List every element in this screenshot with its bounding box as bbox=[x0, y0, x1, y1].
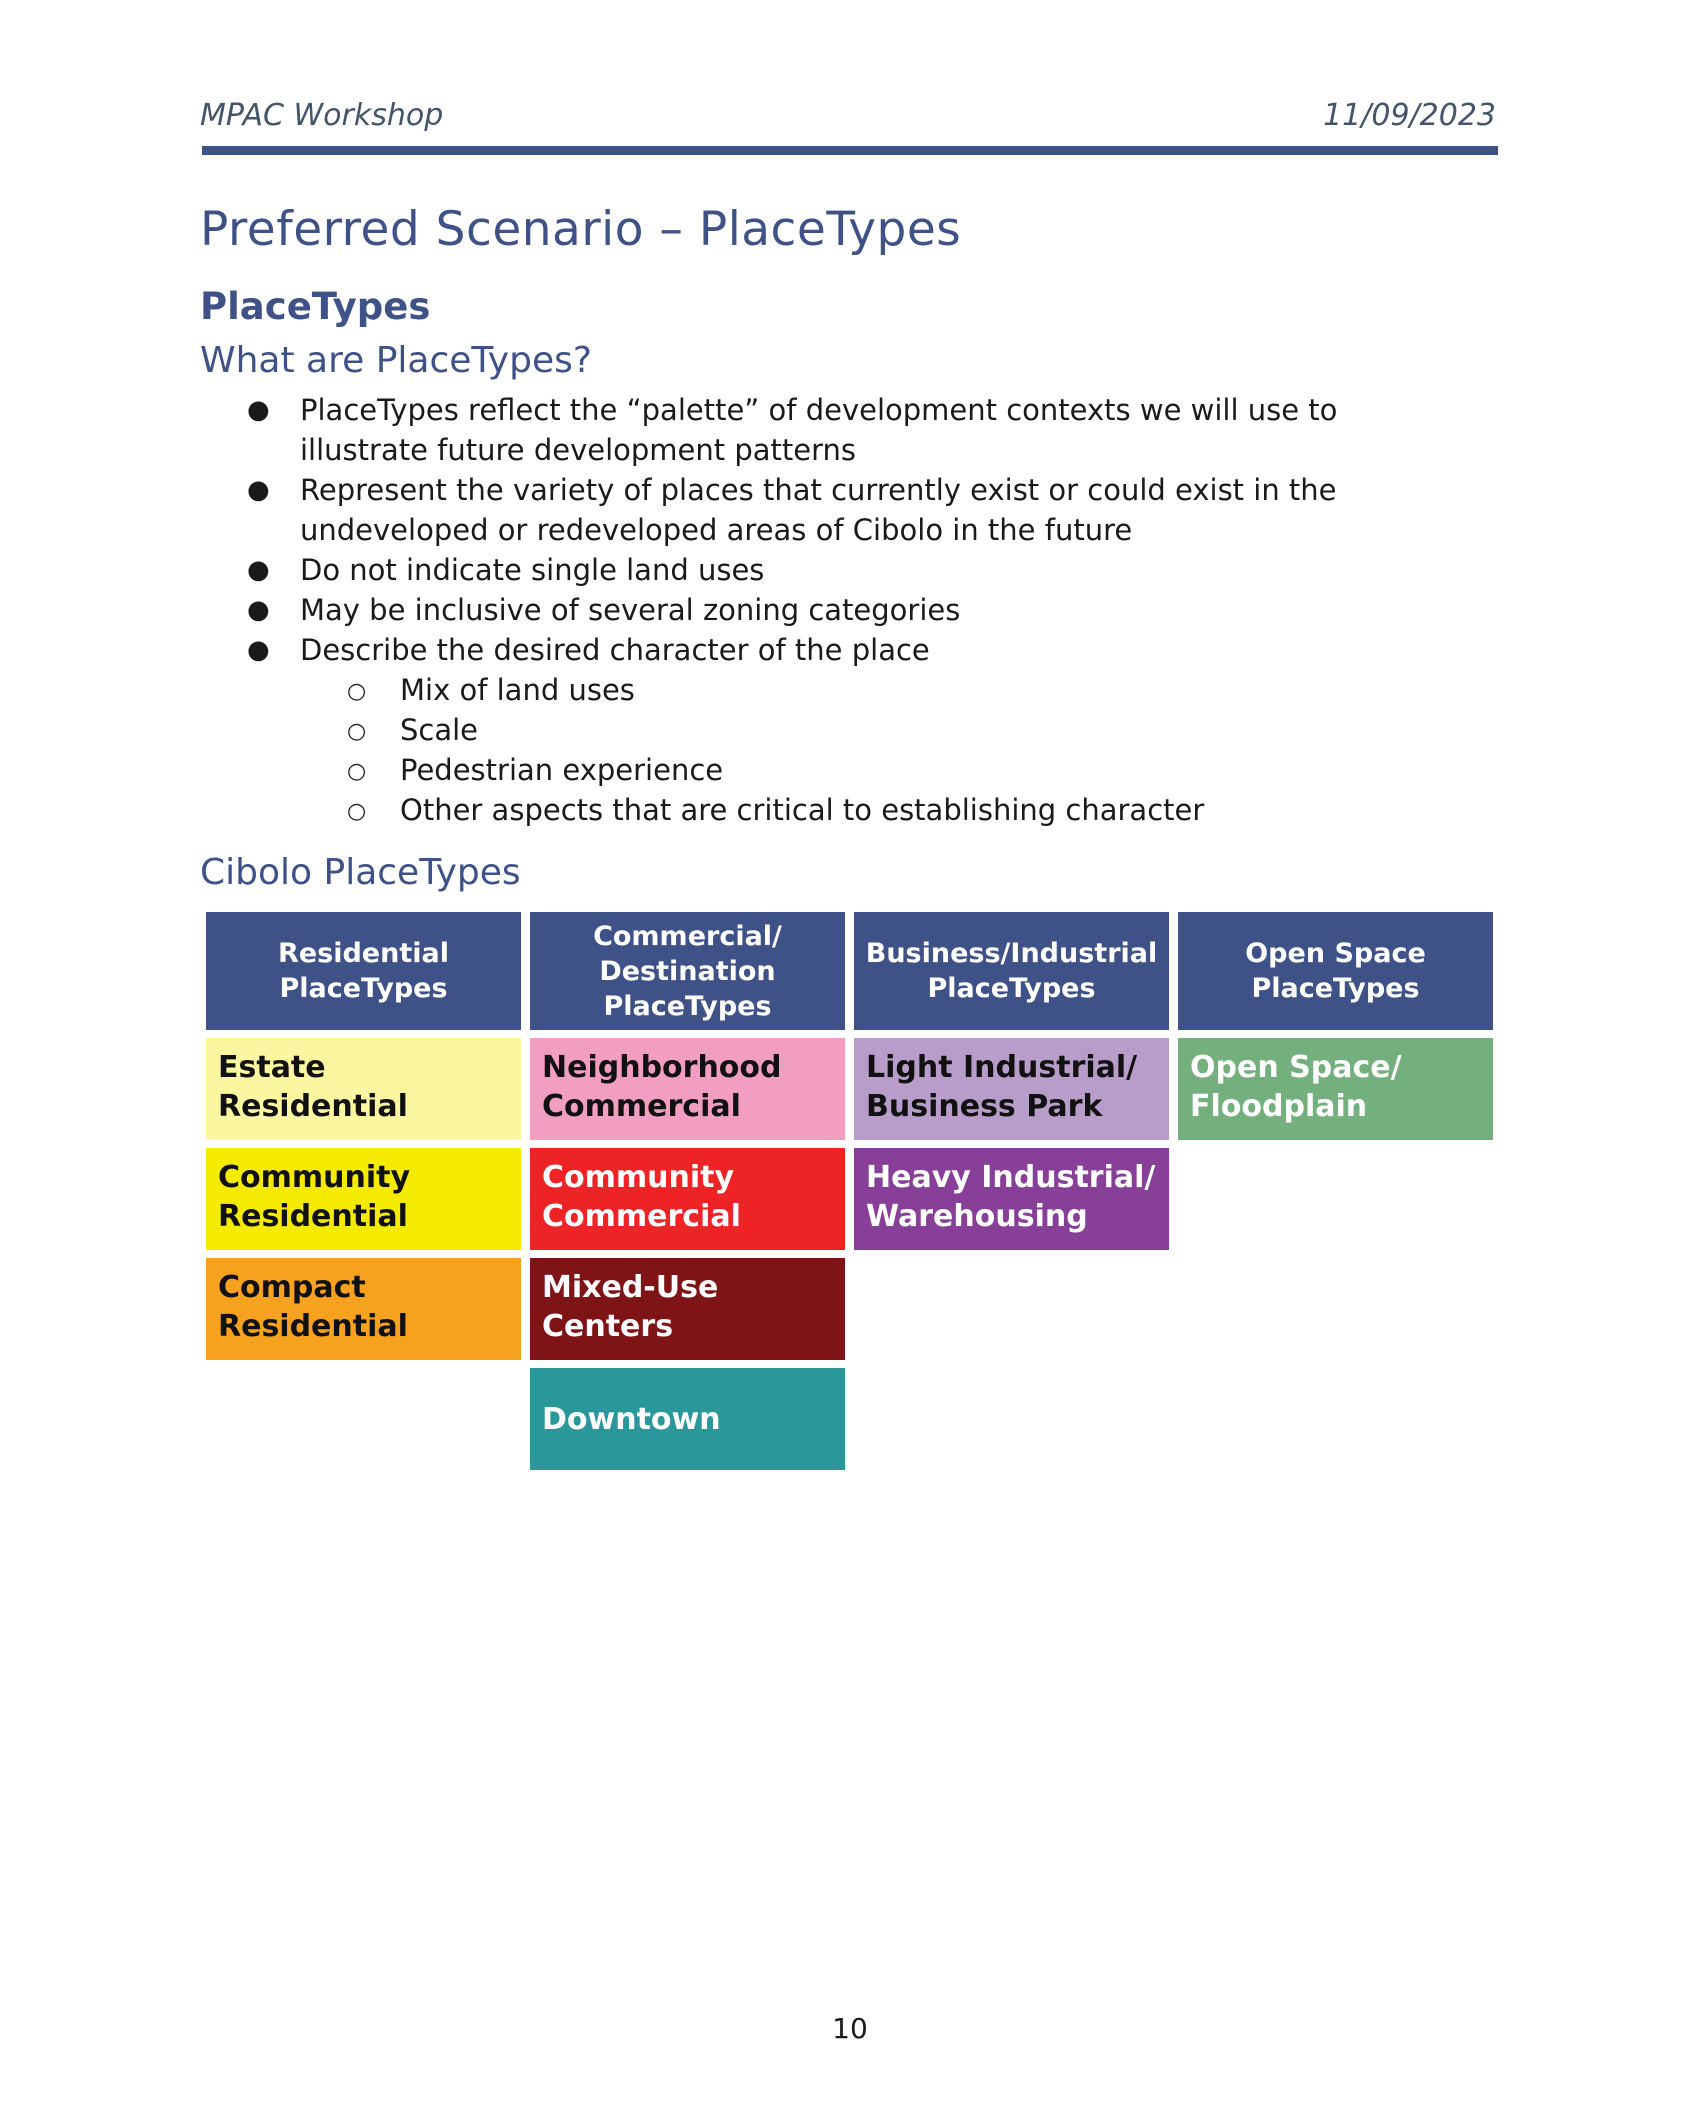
placetype-label: Estate Residential bbox=[218, 1050, 408, 1124]
section-heading: PlaceTypes bbox=[200, 285, 431, 328]
sub-bullet-circle-icon: ○ bbox=[347, 799, 367, 824]
column-header-commercial: Commercial/ Destination PlaceTypes bbox=[530, 912, 845, 1030]
placetype-downtown bbox=[530, 1368, 845, 1470]
placetype-community-commercial bbox=[530, 1148, 845, 1250]
bullet-item bbox=[200, 590, 1380, 630]
bullet-dot-icon: ● bbox=[247, 595, 270, 625]
header-divider bbox=[202, 146, 1498, 155]
sub-bullet-item bbox=[200, 790, 1500, 830]
placetype-label: Light Industrial/ Business Park bbox=[866, 1050, 1138, 1124]
sub-bullet-circle-icon: ○ bbox=[347, 679, 367, 704]
sub-bullet-item bbox=[200, 710, 1500, 750]
page-number: 10 bbox=[832, 2012, 868, 2045]
column-header-open-space: Open Space PlaceTypes bbox=[1178, 912, 1493, 1030]
sub-bullet-circle-icon: ○ bbox=[347, 759, 367, 784]
sub-bullet-item bbox=[200, 670, 1500, 710]
placetype-label: Downtown bbox=[542, 1401, 721, 1437]
page-header bbox=[200, 98, 1496, 138]
placetype-heavy-industrial bbox=[854, 1148, 1169, 1250]
bullet-item bbox=[200, 630, 1380, 670]
placetype-label: Community Commercial bbox=[542, 1160, 741, 1234]
placetype-mixed-use-centers bbox=[530, 1258, 845, 1360]
sub-bullet-circle-icon: ○ bbox=[347, 719, 367, 744]
bullet-list bbox=[200, 390, 1500, 830]
placetype-label: Neighborhood Commercial bbox=[542, 1050, 782, 1124]
placetype-estate-residential bbox=[206, 1038, 521, 1140]
bullet-dot-icon: ● bbox=[247, 395, 270, 425]
bullet-text: May be inclusive of several zoning categories bbox=[300, 593, 961, 627]
sub-bullet-text: Mix of land uses bbox=[400, 673, 635, 707]
bullet-item bbox=[200, 550, 1380, 590]
placetype-community-residential bbox=[206, 1148, 521, 1250]
bullet-text: Do not indicate single land uses bbox=[300, 553, 765, 587]
header-workshop-name: MPAC Workshop bbox=[200, 98, 444, 133]
bullet-item bbox=[200, 470, 1380, 550]
column-header-residential: Residential PlaceTypes bbox=[206, 912, 521, 1030]
placetype-label: Mixed-Use Centers bbox=[542, 1270, 719, 1344]
bullet-text: PlaceTypes reflect the “palette” of development contexts we will use to illustrate future development patterns bbox=[300, 393, 1338, 467]
placetype-label: Heavy Industrial/ Warehousing bbox=[866, 1160, 1156, 1234]
table-heading: Cibolo PlaceTypes bbox=[200, 852, 521, 893]
subheading-what-are-placetypes: What are PlaceTypes? bbox=[200, 340, 592, 381]
sub-bullet-text: Scale bbox=[400, 713, 479, 747]
placetype-neighborhood-commercial bbox=[530, 1038, 845, 1140]
bullet-text: Describe the desired character of the place bbox=[300, 633, 930, 667]
bullet-dot-icon: ● bbox=[247, 475, 270, 505]
bullet-text: Represent the variety of places that currently exist or could exist in the undeveloped or redeveloped areas of Cibolo in the future bbox=[300, 473, 1337, 547]
sub-bullet-text: Other aspects that are critical to establishing character bbox=[400, 793, 1205, 827]
placetype-open-space bbox=[1178, 1038, 1493, 1140]
bullet-dot-icon: ● bbox=[247, 555, 270, 585]
bullet-dot-icon: ● bbox=[247, 635, 270, 665]
placetype-compact-residential bbox=[206, 1258, 521, 1360]
column-header-business: Business/Industrial PlaceTypes bbox=[854, 912, 1169, 1030]
placetype-label: Community Residential bbox=[218, 1160, 411, 1234]
placetype-light-industrial bbox=[854, 1038, 1169, 1140]
bullet-item bbox=[200, 390, 1380, 470]
page-title: Preferred Scenario – PlaceTypes bbox=[200, 202, 962, 257]
sub-bullet-item bbox=[200, 750, 1500, 790]
sub-bullet-text: Pedestrian experience bbox=[400, 753, 724, 787]
placetype-label: Open Space/ Floodplain bbox=[1190, 1050, 1402, 1124]
header-date: 11/09/2023 bbox=[1323, 98, 1496, 133]
placetype-label: Compact Residential bbox=[218, 1270, 408, 1344]
